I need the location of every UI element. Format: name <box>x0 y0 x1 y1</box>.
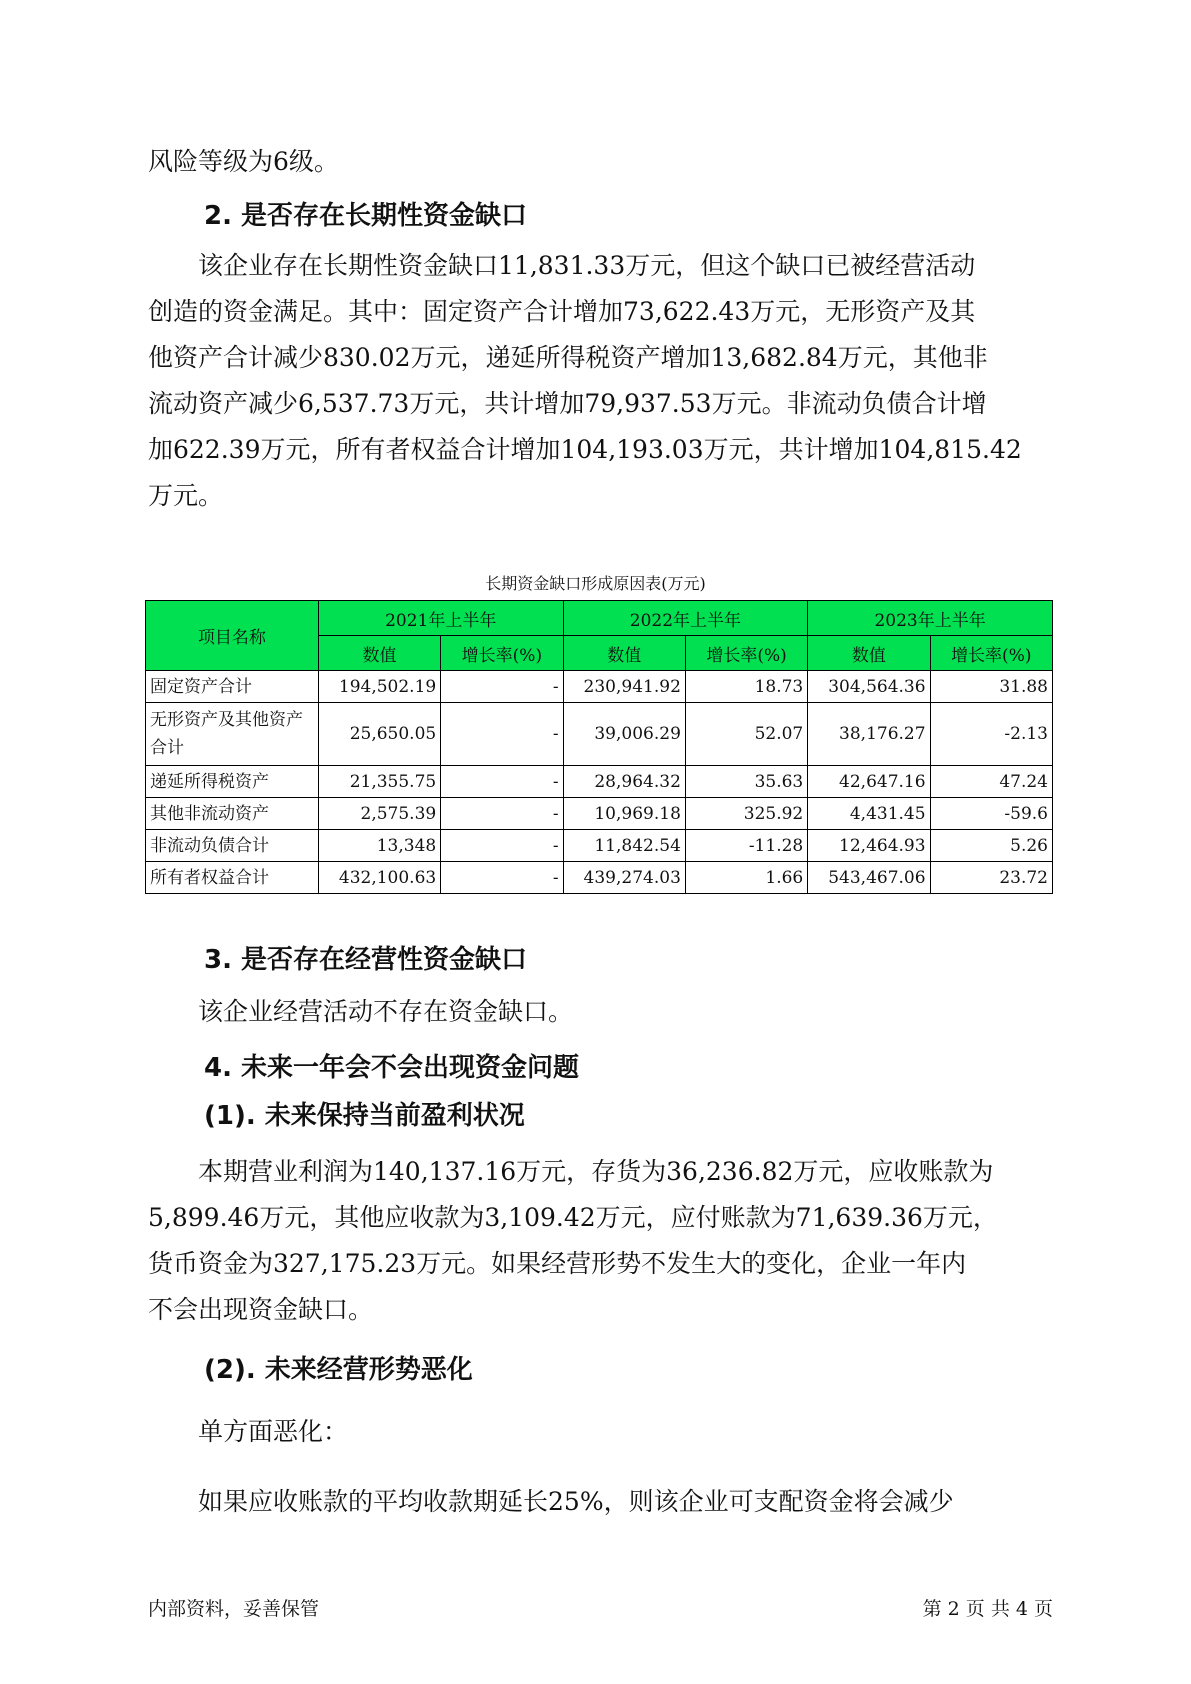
cell-value: 230,941.92 <box>563 671 685 703</box>
header-value: 数值 <box>808 636 930 671</box>
cell-value: 4,431.45 <box>808 798 930 830</box>
cell-value: 432,100.63 <box>318 862 440 894</box>
heading-operating-gap: 3. 是否存在经营性资金缺口 <box>204 945 528 975</box>
text-line: 流动资产减少6,537.73万元，共计增加79,937.53万元。非流动负债合计增 <box>148 389 987 418</box>
cell-value: 21,355.75 <box>318 766 440 798</box>
cell-value: 28,964.32 <box>563 766 685 798</box>
cell-value: 13,348 <box>318 830 440 862</box>
text-line: 不会出现资金缺口。 <box>148 1295 374 1324</box>
row-name: 固定资产合计 <box>146 671 319 703</box>
cell-growth: 325.92 <box>685 798 807 830</box>
table-row <box>146 766 1053 798</box>
row-name: 递延所得税资产 <box>146 766 319 798</box>
cell-value: 25,650.05 <box>318 703 440 766</box>
cell-growth: 23.72 <box>930 862 1052 894</box>
header-growth: 增长率(%) <box>930 636 1052 671</box>
cell-growth: 31.88 <box>930 671 1052 703</box>
table-row <box>146 703 1053 766</box>
cell-growth: -11.28 <box>685 830 807 862</box>
text-line: 加622.39万元，所有者权益合计增加104,193.03万元，共计增加104,815.42 <box>148 435 1022 464</box>
text-line: 5,899.46万元，其他应收款为3,109.42万元，应付账款为71,639.36万元， <box>148 1203 998 1232</box>
cell-value: 304,564.36 <box>808 671 930 703</box>
header-growth: 增长率(%) <box>685 636 807 671</box>
header-value: 数值 <box>563 636 685 671</box>
cell-value: 39,006.29 <box>563 703 685 766</box>
heading-long-term-gap: 2. 是否存在长期性资金缺口 <box>204 201 528 231</box>
cell-growth: - <box>441 766 563 798</box>
text-line: 创造的资金满足。其中：固定资产合计增加73,622.43万元，无形资产及其 <box>148 297 976 326</box>
row-name: 非流动负债合计 <box>146 830 319 862</box>
paragraph-risk-level: 风险等级为6级。 <box>148 147 339 176</box>
table-caption: 长期资金缺口形成原因表(万元) <box>485 574 706 593</box>
cell-value: 11,842.54 <box>563 830 685 862</box>
cell-growth: - <box>441 671 563 703</box>
text-line: 他资产合计减少830.02万元，递延所得税资产增加13,682.84万元，其他非 <box>148 343 988 372</box>
cell-growth: 5.26 <box>930 830 1052 862</box>
cell-value: 439,274.03 <box>563 862 685 894</box>
header-year: 2021年上半年 <box>318 601 563 636</box>
row-name: 其他非流动资产 <box>146 798 319 830</box>
cell-value: 194,502.19 <box>318 671 440 703</box>
cell-value: 10,969.18 <box>563 798 685 830</box>
cell-growth: - <box>441 830 563 862</box>
long-term-gap-table <box>145 600 1053 894</box>
header-item-name: 项目名称 <box>146 601 319 671</box>
heading-deterioration: (2). 未来经营形势恶化 <box>204 1355 473 1385</box>
header-year: 2023年上半年 <box>808 601 1053 636</box>
cell-growth: 1.66 <box>685 862 807 894</box>
cell-value: 38,176.27 <box>808 703 930 766</box>
text-line: 货币资金为327,175.23万元。如果经营形势不发生大的变化，企业一年内 <box>148 1249 967 1278</box>
cell-growth: 52.07 <box>685 703 807 766</box>
footer-confidential: 内部资料，妥善保管 <box>148 1598 320 1620</box>
cell-growth: - <box>441 703 563 766</box>
heading-next-year: 4. 未来一年会不会出现资金问题 <box>204 1053 580 1083</box>
header-value: 数值 <box>318 636 440 671</box>
cell-growth: -59.6 <box>930 798 1052 830</box>
table-row <box>146 830 1053 862</box>
text-line: 该企业存在长期性资金缺口11,831.33万元，但这个缺口已被经营活动 <box>198 251 976 280</box>
header-year: 2022年上半年 <box>563 601 808 636</box>
table-row <box>146 862 1053 894</box>
cell-growth: - <box>441 798 563 830</box>
table-row <box>146 671 1053 703</box>
text-line: 万元。 <box>148 481 224 510</box>
cell-growth: 47.24 <box>930 766 1052 798</box>
footer-page-number: 第 2 页 共 4 页 <box>922 1598 1053 1620</box>
paragraph-operating-gap: 该企业经营活动不存在资金缺口。 <box>198 997 574 1026</box>
cell-growth: -2.13 <box>930 703 1052 766</box>
paragraph-one-sided: 单方面恶化： <box>198 1417 349 1446</box>
header-growth: 增长率(%) <box>441 636 563 671</box>
paragraph-receivables: 如果应收账款的平均收款期延长25%，则该企业可支配资金将会减少 <box>198 1487 954 1516</box>
cell-value: 543,467.06 <box>808 862 930 894</box>
table-row <box>146 798 1053 830</box>
cell-value: 12,464.93 <box>808 830 930 862</box>
cell-growth: 18.73 <box>685 671 807 703</box>
cell-growth: 35.63 <box>685 766 807 798</box>
row-name: 所有者权益合计 <box>146 862 319 894</box>
text-line: 本期营业利润为140,137.16万元，存货为36,236.82万元，应收账款为 <box>198 1157 994 1186</box>
row-name: 无形资产及其他资产合计 <box>146 703 319 766</box>
cell-value: 2,575.39 <box>318 798 440 830</box>
heading-keep-profit: (1). 未来保持当前盈利状况 <box>204 1101 525 1131</box>
cell-value: 42,647.16 <box>808 766 930 798</box>
cell-growth: - <box>441 862 563 894</box>
